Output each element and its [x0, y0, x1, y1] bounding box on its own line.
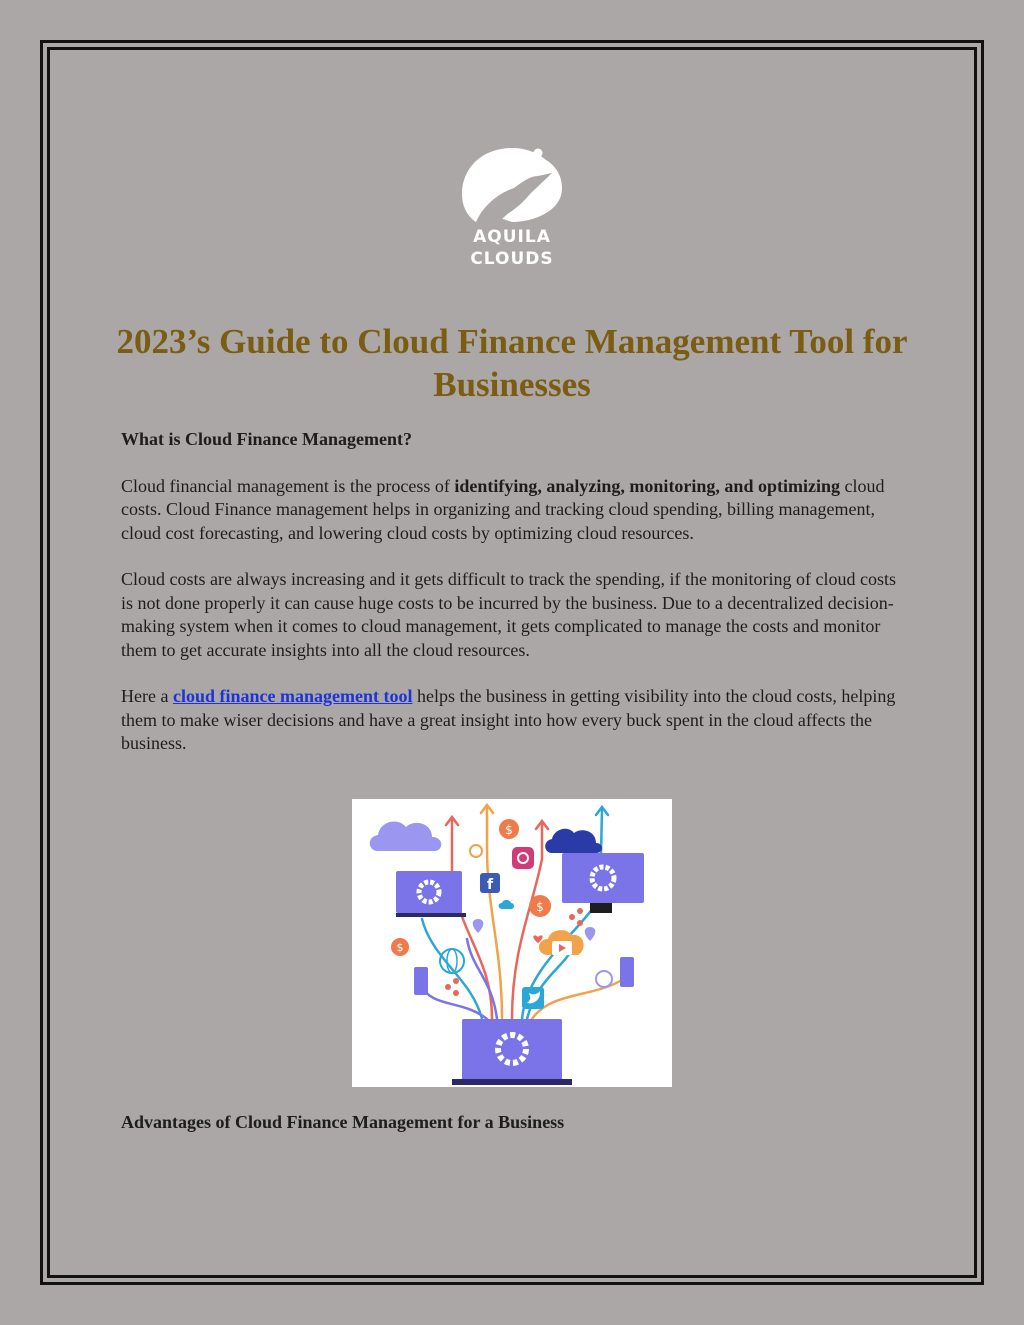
paragraph-3-text-start: Here a [121, 686, 173, 706]
brand-wordmark [440, 226, 584, 270]
paragraph-1 [121, 475, 911, 546]
cloud-finance-tool-link[interactable]: cloud finance management tool [172, 686, 413, 706]
svg-text:f: f [486, 877, 494, 893]
section-heading-advantages: Advantages of Cloud Finance Management for a Business [121, 1112, 565, 1132]
paragraph-1-text-start: Cloud financial management is the process of [121, 475, 455, 496]
share-icon [569, 914, 575, 920]
paragraph-3-text-end: helps the business in getting visibility into the cloud costs, helping them to make wiser decisions and have a great insight into how every buck spent in the cloud affects the business. [121, 686, 896, 753]
phone-icon [414, 967, 428, 995]
cloud-network-illustration [352, 799, 672, 1087]
paragraph-2: Cloud costs are always increasing and it gets difficult to track the spending, if the monitoring of cloud costs is not done properly it can cause huge costs to be incurred by the business. Due to a decentralized decision-making system when it comes to cloud management, it gets complicated to manage the costs and monitor them to get accurate insights into all the cloud resources. [121, 569, 897, 660]
section-heading: What is Cloud Finance Management? [121, 429, 413, 449]
brand-line-1: AQUILA [473, 227, 551, 247]
article-body [121, 428, 911, 756]
instagram-icon [512, 847, 534, 869]
svg-text:$: $ [396, 941, 404, 954]
monitor-icon [396, 871, 462, 913]
paragraph-1-bold: identifying, analyzing, monitoring, and optimizing [454, 475, 840, 496]
brand-line-2: CLOUDS [470, 249, 554, 269]
page-title: 2023’s Guide to Cloud Finance Management Tool for Businesses [116, 322, 908, 404]
paragraph-1-text-end: cloud costs. Cloud Finance management helps in organizing and tracking cloud spending, billing management, cloud cost forecasting, and lowering cloud costs by optimizing cloud resources. [121, 475, 885, 543]
svg-text:$: $ [505, 823, 513, 837]
paragraph-3 [121, 685, 911, 756]
svg-text:$: $ [536, 900, 544, 914]
